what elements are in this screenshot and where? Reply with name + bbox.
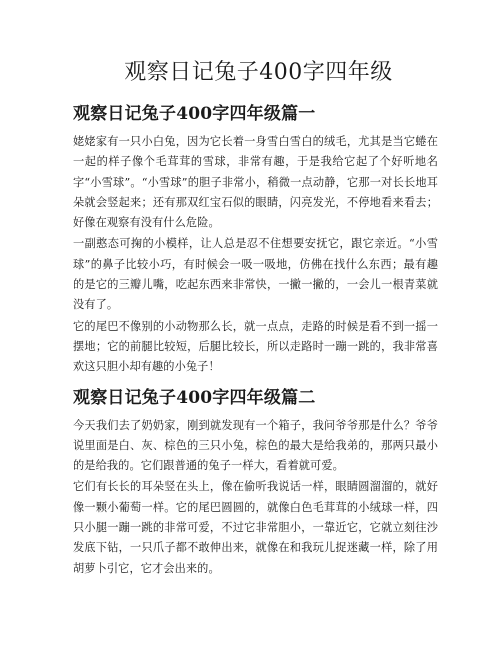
paragraph: 它们有长长的耳朵竖在头上，像在偷听我说话一样，眼睛圆溜溜的，就好像一颗小葡萄一样。它的尾巴圆圆的，就像白色毛茸茸的小绒球一样，四只小腿一蹦一跳的非常可爱，不过它非常胆小，一靠近它，它就立刻往沙发底下钻，一只爪子都不敢伸出来，就像在和我玩儿捉迷藏一样，除了用胡萝卜引它，它才会出来的。 bbox=[73, 480, 438, 575]
section-heading: 观察日记兔子400字四年级篇二 bbox=[73, 387, 316, 408]
document-title: 观察日记兔子400字四年级 bbox=[124, 60, 393, 85]
paragraph: 它的尾巴不像别的小动物那么长，就一点点，走路的时候是看不到一摇一摆地；它的前腿比较短，后腿比较长，所以走路时一蹦一跳的，我非常喜欢这只胆小却有趣的小兔子！ bbox=[73, 319, 438, 374]
section-two bbox=[73, 386, 438, 579]
section-one bbox=[73, 102, 438, 378]
section-heading: 观察日记兔子400字四年级篇一 bbox=[73, 104, 316, 124]
paragraph: 姥姥家有一只小白兔，因为它长着一身雪白雪白的绒毛，尤其是当它蜷在一起的样子像个毛茸茸的雪球，非常有趣，于是我给它起了个好听地名字“小雪球”。“小雪球”的胆子非常小，稍微一点动静，它那一对长长地耳朵就会竖起来；还有那双红宝石似的眼睛，闪亮发光，不停地看来看去；好像在观察有没有什么危险。 bbox=[73, 135, 438, 230]
paragraph: 今天我们去了奶奶家，刚到就发现有一个箱子，我问爷爷那是什么？爷爷说里面是白、灰、棕色的三只小兔，棕色的最大是给我弟的，那两只最小的是给我的。它们跟普通的兔子一样大，看着就可爱。 bbox=[73, 418, 438, 473]
paragraph: 一副憨态可掬的小模样，让人总是忍不住想要安抚它，跟它亲近。“小雪球”的鼻子比较小巧，有时候会一吸一吸地，仿佛在找什么东西；最有趣的是它的三瓣儿嘴，吃起东西来非常快，一撇一撇的，一会儿一根青菜就没有了。 bbox=[73, 237, 438, 312]
